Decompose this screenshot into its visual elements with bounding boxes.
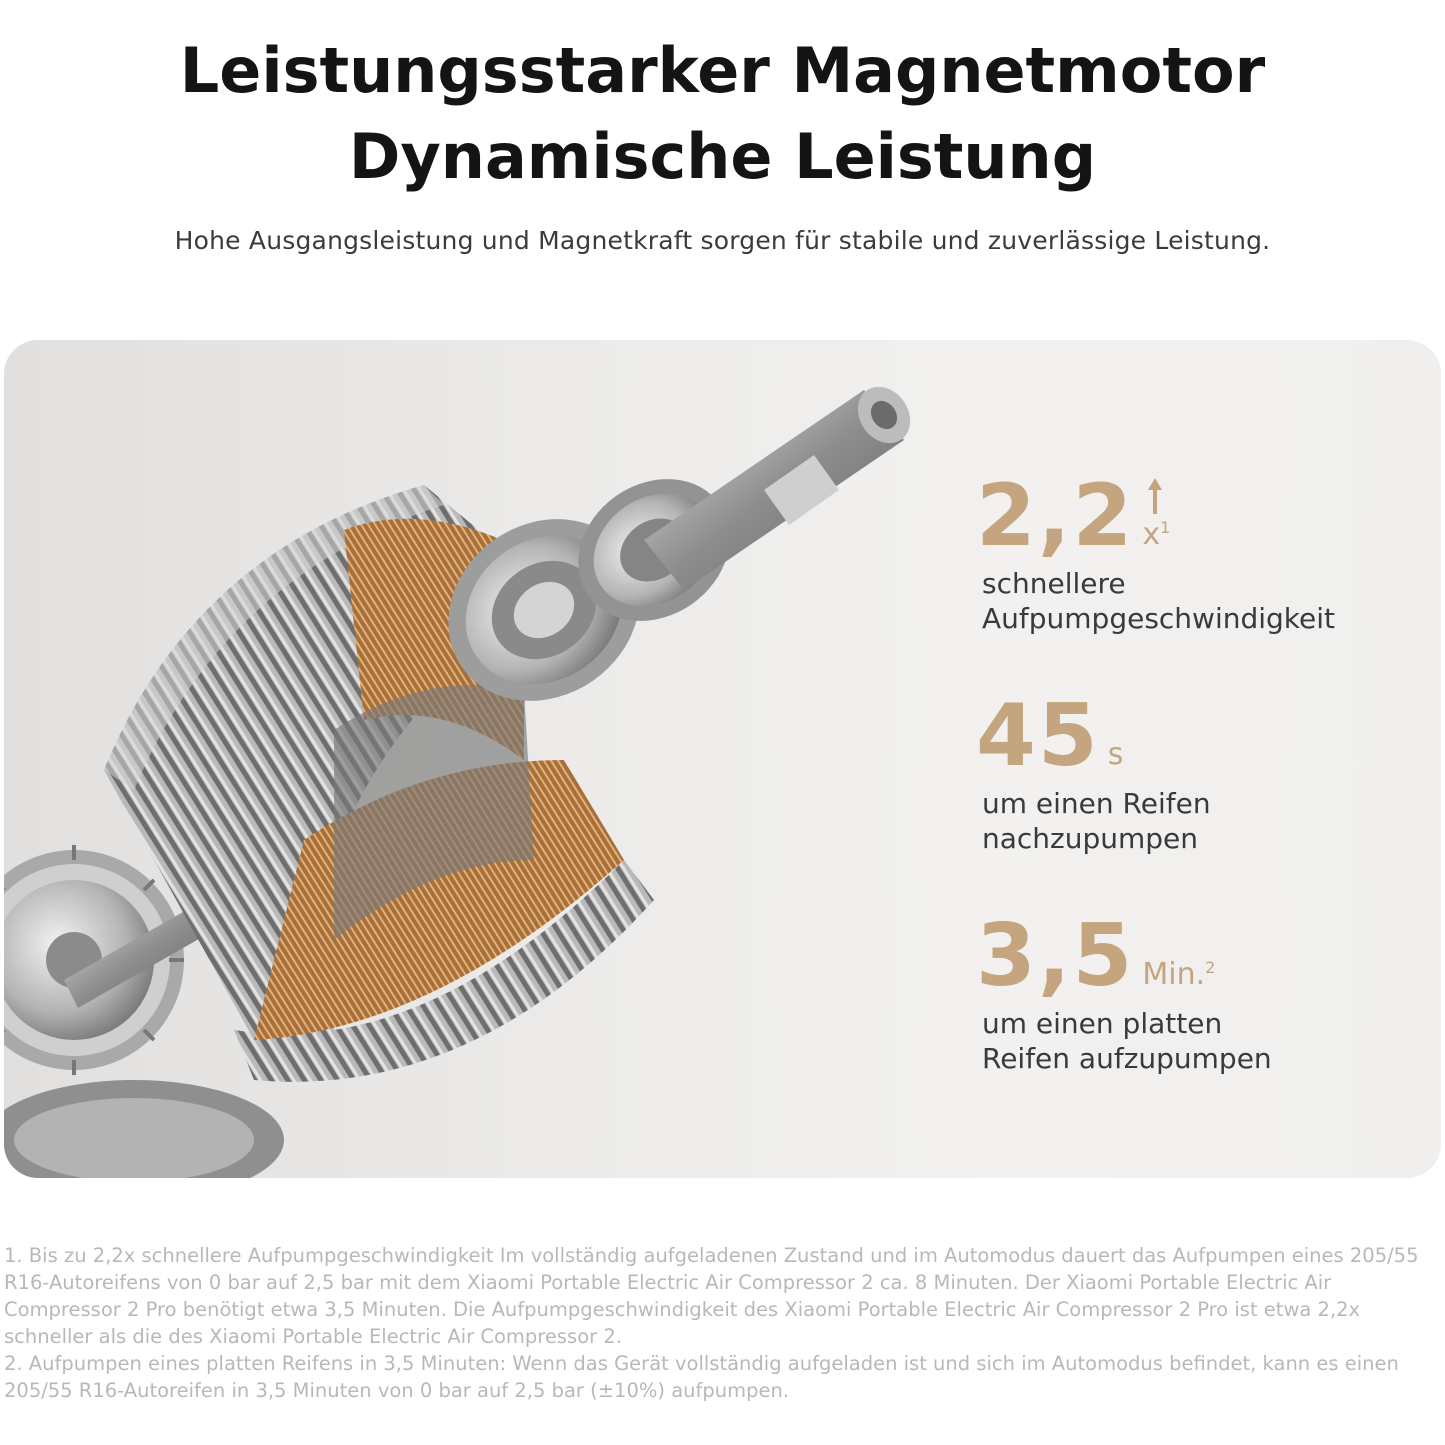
stat-value: 45 [976,686,1100,786]
stat-value: 2,2 [976,466,1135,566]
subtitle: Hohe Ausgangsleistung und Magnetkraft sorgen für stabile und zuverlässige Leistung. [174,226,1271,255]
stat-description: schnellere Aufpumpgeschwindigkeit [982,567,1336,635]
stat-unit: s [1107,737,1124,772]
stat-inflation-speed [976,466,1336,636]
stat-refill-time [976,686,1211,856]
title-line-1: Leistungsstarker Magnetmotor [179,34,1266,107]
stat-unit: Min.$^2$ [1142,957,1216,992]
stat-unit: $x^1$ [1142,517,1171,552]
stat-description: um einen Reifen nachzupumpen [982,787,1211,855]
footnotes [4,1242,1434,1404]
stat-description: um einen platten Reifen aufzupumpen [982,1007,1272,1075]
motor-illustration [4,340,964,1178]
page-title [0,28,1445,200]
stat-flat-tire-time [976,906,1272,1076]
title-line-2: Dynamische Leistung [348,120,1097,193]
arrow-up-icon [1148,478,1162,514]
footnote-1: 1. Bis zu 2,2x schnellere Aufpumpgeschwindigkeit Im vollständig aufgeladenen Zustand und im Automodus dauert das Aufpumpen eines 205/55 R16-Autoreifens von 0 bar auf 2,5 bar mit dem Xiaomi Portable Electric Air Compressor 2 ca. 8 Minuten. Der Xiaomi Portable Electric Air Compressor 2 Pro benötigt etwa 3,5 Minuten. Die Aufpumpgeschwindigkeit des Xiaomi Portable Electric Air Compressor 2 Pro ist etwa 2,2x schneller als die des Xiaomi Portable Electric Air Compressor 2. [4,1244,1419,1348]
footnote-2: 2. Aufpumpen eines platten Reifens in 3,5 Minuten: Wenn das Gerät vollständig aufgeladen ist und sich im Automodus befindet, kann es einen 205/55 R16-Autoreifen in 3,5 Minuten von 0 bar auf 2,5 bar (±10%) aufpumpen. [4,1352,1399,1402]
feature-panel [4,340,1441,1178]
stat-value: 3,5 [976,906,1135,1006]
